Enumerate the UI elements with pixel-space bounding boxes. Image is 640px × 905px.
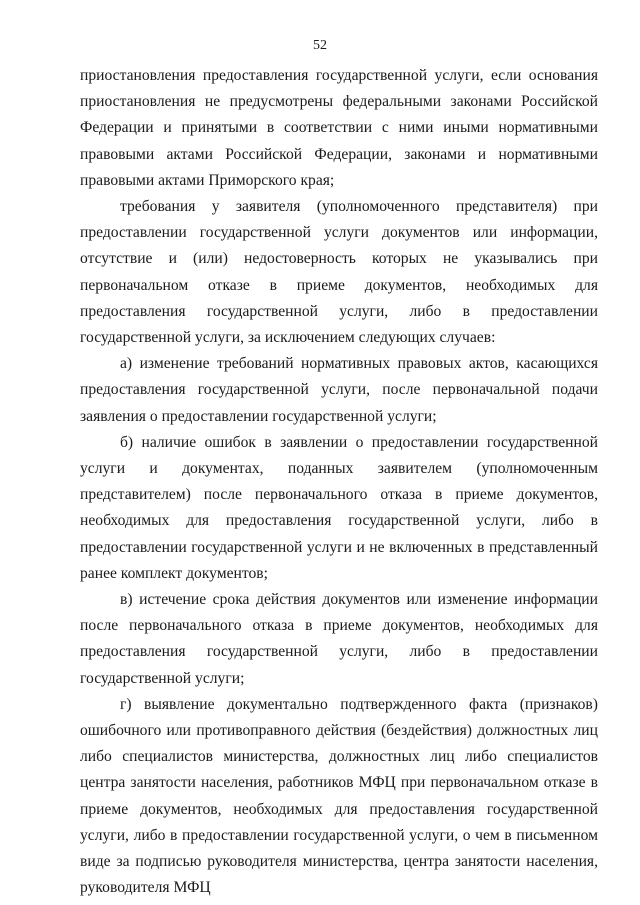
paragraph-item-a: а) изменение требований нормативных правовых актов, касающихся предоставления государственной услуги, после первоначальной подачи заявления о предоставлении государственной услуги; xyxy=(80,355,598,425)
paragraph-item-v: в) истечение срока действия документов или изменение информации после первоначального отказа в приеме документов, необходимых для предоставления государственной услуги, либо в предоставлении государственной услуги; xyxy=(80,591,598,687)
paragraph-item-g: г) выявление документально подтвержденного факта (признаков) ошибочного или противоправного действия (бездействия) должностных лиц либо специалистов министерства, должностных лиц либо специалистов центра занятости населения, работников МФЦ при первоначальном отказе в приеме документов, необходимых для предоставления государственной услуги, либо в предоставлении государственной услуги, о чем в письменном виде за подписью руководителя министерства, центра занятости населения, руководителя МФЦ xyxy=(80,695,598,897)
page-body xyxy=(80,63,598,902)
page-number: 52 xyxy=(313,38,327,53)
paragraph-item-b: б) наличие ошибок в заявлении о предоставлении государственной услуги и документах, поданных заявителем (уполномоченным представителем) после первоначального отказа в приеме документов, необходимых для предоставления государственной услуги, либо в предоставлении государственной услуги и не включенных в представленный ранее комплект документов; xyxy=(80,433,598,582)
paragraph-requirements: требования у заявителя (уполномоченного представителя) при предоставлении государственной услуги документов или информации, отсутствие и (или) недостоверность которых не указывались при первоначальном отказе в приеме документов, необходимых для предоставления государственной услуги, либо в предоставлении государственной услуги, за исключением следующих случаев: xyxy=(80,198,598,347)
paragraph-continuation: приостановления предоставления государственной услуги, если основания приостановления не предусмотрены федеральными законами Российской Федерации и принятыми в соответствии с ними иными нормативными правовыми актами Российской Федерации, законами и нормативными правовыми актами Приморского края; xyxy=(80,67,598,189)
